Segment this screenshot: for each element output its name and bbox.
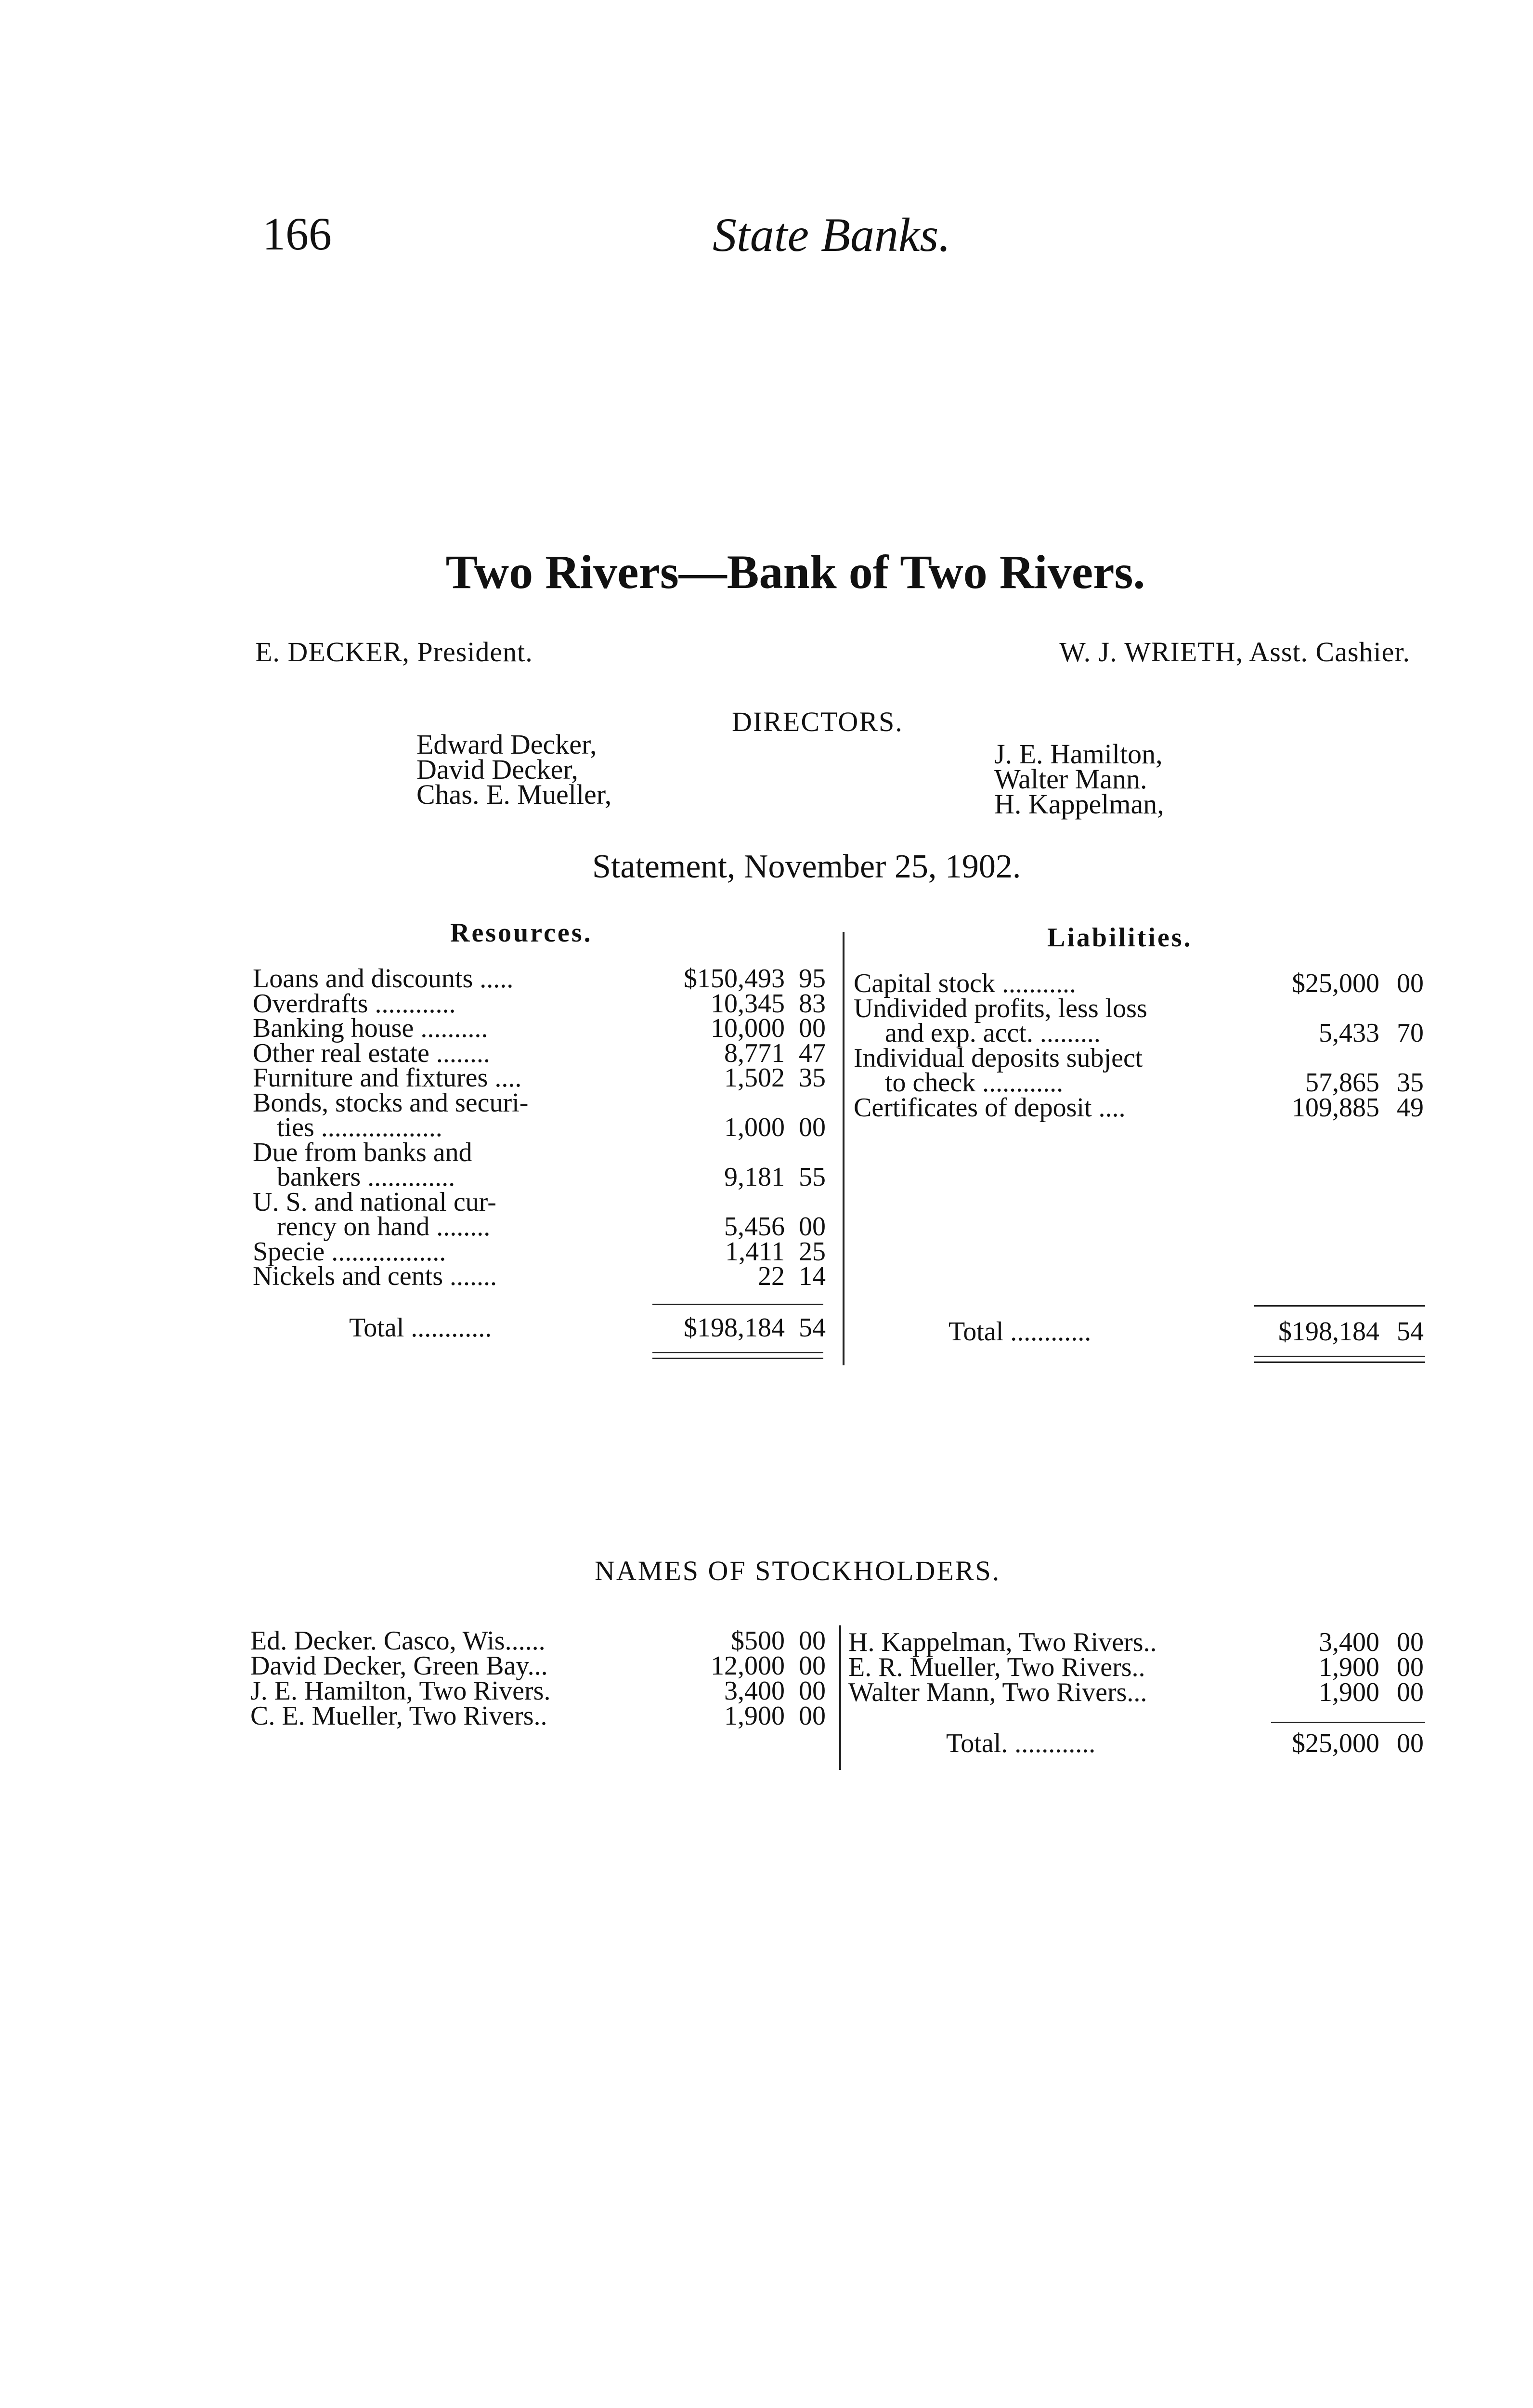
total-amount: $198,184 xyxy=(684,1313,785,1343)
total-label: Total ............ xyxy=(948,1317,1091,1347)
row-cents: 35 xyxy=(799,1063,826,1093)
row-amount: 1,411 xyxy=(725,1236,785,1267)
total-amount: $198,184 xyxy=(1278,1317,1379,1347)
director-name: H. Kappelman, xyxy=(994,788,1164,820)
row-amount: 1,000 xyxy=(724,1112,785,1142)
row-cents: 55 xyxy=(799,1162,826,1192)
resources-heading: Resources. xyxy=(450,918,593,948)
row-amount: 10,000 xyxy=(711,1013,785,1043)
stockholder-row xyxy=(0,1652,1533,1681)
row-label: Capital stock ........... xyxy=(854,968,1076,998)
row-amount: 5,456 xyxy=(724,1212,785,1242)
row-amount: $150,493 xyxy=(684,964,785,994)
row-label: Banking house .......... xyxy=(253,1013,488,1043)
row-label: Due from banks and xyxy=(253,1137,472,1167)
row-cents: 49 xyxy=(1397,1092,1424,1123)
total-cents: 54 xyxy=(799,1313,826,1343)
row-label: ties .................. xyxy=(277,1112,442,1142)
row-cents: 00 xyxy=(799,1701,826,1731)
row-label: H. Kappelman, Two Rivers.. xyxy=(848,1627,1157,1657)
row-label: Undivided profits, less loss xyxy=(854,993,1147,1023)
row-amount: 1,900 xyxy=(724,1701,785,1731)
row-label: rency on hand ........ xyxy=(277,1212,491,1242)
total-amount: $25,000 xyxy=(1292,1728,1379,1758)
row-label: E. R. Mueller, Two Rivers.. xyxy=(848,1652,1145,1682)
row-amount: 12,000 xyxy=(711,1651,785,1681)
row-amount: 10,345 xyxy=(711,988,785,1019)
row-amount: 8,771 xyxy=(724,1038,785,1068)
row-amount: $500 xyxy=(731,1626,785,1656)
director-name: J. E. Hamilton, xyxy=(994,738,1163,770)
row-amount: 9,181 xyxy=(724,1162,785,1192)
directors-heading: DIRECTORS. xyxy=(732,706,903,737)
row-label: Specie ................. xyxy=(253,1236,446,1267)
row-cents: 95 xyxy=(799,964,826,994)
row-label: Bonds, stocks and securi- xyxy=(253,1087,529,1118)
row-label: to check ............ xyxy=(885,1068,1064,1098)
row-cents: 00 xyxy=(1397,968,1424,998)
row-label: Loans and discounts ..... xyxy=(253,964,514,994)
row-amount: 1,502 xyxy=(724,1063,785,1093)
row-cents: 00 xyxy=(799,1676,826,1706)
row-amount: 1,900 xyxy=(1319,1652,1379,1682)
row-label: Individual deposits subject xyxy=(854,1043,1143,1073)
row-label: Furniture and fixtures .... xyxy=(253,1063,522,1093)
president: E. DECKER, President. xyxy=(255,636,533,667)
stockholder-row xyxy=(0,1627,1533,1656)
row-label: C. E. Mueller, Two Rivers.. xyxy=(250,1701,547,1731)
statement-title: Statement, November 25, 1902. xyxy=(592,848,1021,885)
row-amount: $25,000 xyxy=(1292,968,1379,998)
row-label: J. E. Hamilton, Two Rivers. xyxy=(250,1676,551,1706)
row-label: David Decker, Green Bay... xyxy=(250,1651,548,1681)
director-name: David Decker, xyxy=(416,754,578,785)
bank-title: Two Rivers—Bank of Two Rivers. xyxy=(445,545,1145,599)
row-cents: 00 xyxy=(1397,1627,1424,1657)
total-cents: 54 xyxy=(1397,1317,1424,1347)
row-label: Certificates of deposit .... xyxy=(854,1092,1126,1123)
total-label: Total. ............ xyxy=(946,1728,1096,1758)
row-label: Other real estate ........ xyxy=(253,1038,490,1068)
stockholders-heading: NAMES OF STOCKHOLDERS. xyxy=(595,1555,1001,1586)
row-amount: 22 xyxy=(758,1261,785,1291)
row-amount: 5,433 xyxy=(1319,1018,1379,1048)
row-cents: 00 xyxy=(1397,1677,1424,1707)
row-label: Ed. Decker. Casco, Wis...... xyxy=(250,1626,546,1656)
row-label: U. S. and national cur- xyxy=(253,1187,496,1217)
row-cents: 00 xyxy=(799,1651,826,1681)
director-name: Edward Decker, xyxy=(416,729,597,760)
stockholder-row xyxy=(0,1677,1533,1706)
total-cents: 00 xyxy=(1397,1728,1424,1758)
row-cents: 14 xyxy=(799,1261,826,1291)
page-number: 166 xyxy=(262,208,332,260)
row-cents: 47 xyxy=(799,1038,826,1068)
running-title: State Banks. xyxy=(713,208,951,262)
row-label: Overdrafts ............ xyxy=(253,988,456,1019)
row-cents: 35 xyxy=(1397,1068,1424,1098)
row-amount: 1,900 xyxy=(1319,1677,1379,1707)
row-amount: 57,865 xyxy=(1305,1068,1379,1098)
row-amount: 109,885 xyxy=(1292,1092,1379,1123)
assistant-cashier: W. J. WRIETH, Asst. Cashier. xyxy=(1059,636,1410,667)
row-cents: 00 xyxy=(1397,1652,1424,1682)
row-amount: 3,400 xyxy=(724,1676,785,1706)
row-cents: 25 xyxy=(799,1236,826,1267)
row-cents: 70 xyxy=(1397,1018,1424,1048)
row-label: Walter Mann, Two Rivers... xyxy=(848,1677,1147,1707)
row-cents: 83 xyxy=(799,988,826,1019)
row-label: and exp. acct. ......... xyxy=(885,1018,1101,1048)
row-cents: 00 xyxy=(799,1013,826,1043)
liabilities-heading: Liabilities. xyxy=(1047,923,1193,953)
total-label: Total ............ xyxy=(349,1313,492,1343)
row-cents: 00 xyxy=(799,1112,826,1142)
director-name: Chas. E. Mueller, xyxy=(416,779,612,810)
row-amount: 3,400 xyxy=(1319,1627,1379,1657)
row-cents: 00 xyxy=(799,1626,826,1656)
row-cents: 00 xyxy=(799,1212,826,1242)
director-name: Walter Mann. xyxy=(994,763,1147,795)
row-label: Nickels and cents ....... xyxy=(253,1261,497,1291)
row-label: bankers ............. xyxy=(277,1162,455,1192)
